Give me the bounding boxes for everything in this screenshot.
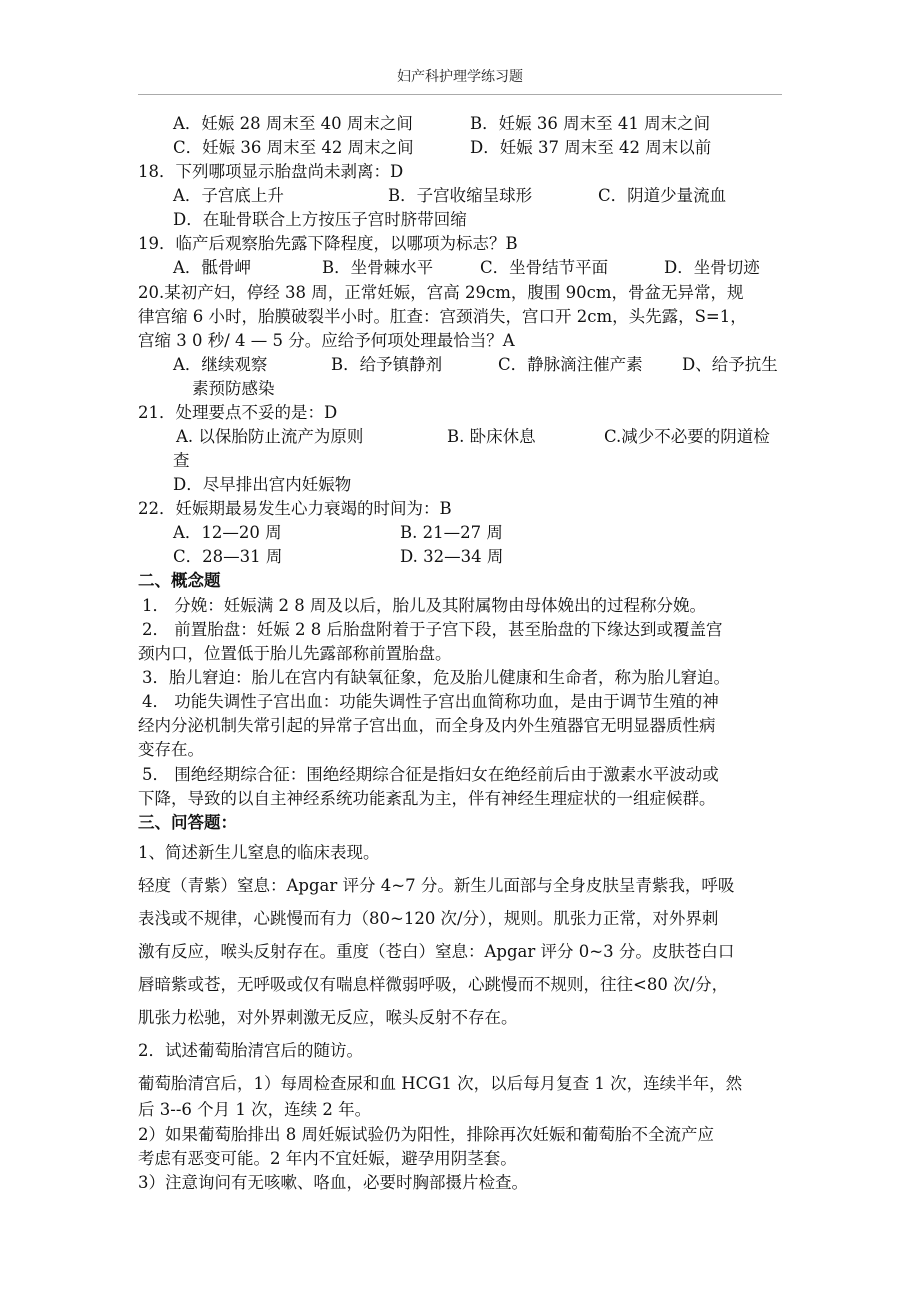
q20-option-c: C．静脉滴注催产素 (498, 355, 643, 374)
q19-option-a: A．骶骨岬 (173, 258, 251, 277)
essay-answer-2-line3: 2）如果葡萄胎排出 8 周妊娠试验仍为阳性，排除再次妊娠和葡萄胎不全流产应 (138, 1125, 714, 1144)
q17-option-c: C．妊娠 36 周末至 42 周末之间 (173, 138, 414, 157)
definition-4-line2: 经内分泌机制失常引起的异常子宫出血，而全身及内外生殖器官无明显器质性病 (138, 716, 716, 735)
q19-option-d: D．坐骨切迹 (664, 258, 760, 277)
section3-title: 三、问答题： (138, 813, 237, 832)
q21-option-d: D．尽早排出宫内妊娠物 (173, 475, 352, 494)
q18-option-a: A．子宫底上升 (173, 186, 284, 205)
essay-question-1: 1、简述新生儿窒息的临床表现。 (138, 843, 380, 862)
essay-answer-1-line5: 肌张力松驰，对外界刺激无反应，喉头反射不存在。 (138, 1008, 518, 1027)
q19-option-b: B．坐骨棘水平 (322, 258, 434, 277)
q22-option-c: C．28—31 周 (173, 547, 283, 566)
q22-option-b: B. 21—27 周 (400, 523, 503, 542)
q17-option-b: B．妊娠 36 周末至 41 周末之间 (470, 114, 711, 133)
definition-2-line1: 2． 前置胎盘：妊娠 2 8 后胎盘附着于子宫下段，甚至胎盘的下缘达到或覆盖宫 (142, 620, 723, 639)
q20-stem-line3: 宫缩 3 0 秒/ 4 — 5 分。应给予何项处理最恰当？A (138, 331, 515, 350)
q20-option-a: A．继续观察 (173, 355, 268, 374)
q17-option-a: A．妊娠 28 周末至 40 周末之间 (173, 114, 413, 133)
definition-2-line2: 颈内口，位置低于胎儿先露部称前置胎盘。 (138, 644, 452, 663)
definition-5-line2: 下降，导致的以自主神经系统功能紊乱为主，伴有神经生理症状的一组症候群。 (138, 789, 716, 808)
q17-option-d: D．妊娠 37 周末至 42 周末以前 (470, 138, 712, 157)
q18-option-b: B．子宫收缩呈球形 (388, 186, 533, 205)
q21-option-c-cont: 查 (173, 451, 190, 470)
q20-stem-line2: 律宫缩 6 小时，胎膜破裂半小时。肛查：宫颈消失，宫口开 2cm，头先露，S=1， (138, 307, 747, 326)
section2-title: 二、概念题 (138, 571, 221, 590)
definition-1: 1． 分娩：妊娠满 2 8 周及以后，胎儿及其附属物由母体娩出的过程称分娩。 (142, 596, 706, 615)
definition-4-line3: 变存在。 (138, 740, 204, 759)
essay-answer-1-line1: 轻度（青紫）窒息：Apgar 评分 4~7 分。新生儿面部与全身皮肤呈青紫我，呼吸 (138, 876, 735, 895)
essay-answer-2-line4: 考虑有恶变可能。2 年内不宜妊娠，避孕用阴茎套。 (138, 1149, 517, 1168)
q22-option-d: D. 32—34 周 (400, 547, 504, 566)
essay-answer-2-line2: 后 3--6 个月 1 次，连续 2 年。 (138, 1100, 372, 1119)
q18-option-c: C．阴道少量流血 (598, 186, 727, 205)
header-rule (138, 94, 782, 95)
definition-4-line1: 4． 功能失调性子宫出血：功能失调性子宫出血简称功血，是由于调节生殖的神 (142, 692, 719, 711)
essay-answer-2-line1: 葡萄胎清宫后，1）每周检查尿和血 HCG1 次，以后每月复查 1 次，连续半年，然 (138, 1074, 743, 1093)
q22-stem: 22．妊娠期最易发生心力衰竭的时间为：B (138, 499, 452, 518)
essay-answer-1-line4: 唇暗紫或苍，无呼吸或仅有喘息样微弱呼吸，心跳慢而不规则，往往<80 次/分， (138, 975, 729, 994)
q20-stem-line1: 20.某初产妇，停经 38 周，正常妊娠，宫高 29cm，腹围 90cm，骨盆无异常，规 (138, 283, 744, 302)
q19-option-c: C．坐骨结节平面 (480, 258, 609, 277)
essay-question-2: 2．试述葡萄胎清宫后的随访。 (138, 1041, 363, 1060)
q21-option-b: B. 卧床休息 (447, 427, 536, 446)
q20-option-b: B．给予镇静剂 (331, 355, 443, 374)
definition-3: 3．胎儿窘迫：胎儿在宫内有缺氧征象，危及胎儿健康和生命者，称为胎儿窘迫。 (142, 668, 730, 687)
page-header-title: 妇产科护理学练习题 (397, 69, 523, 85)
q18-option-d: D．在耻骨联合上方按压子宫时脐带回缩 (173, 210, 467, 229)
q20-option-d-cont: 素预防感染 (192, 379, 275, 398)
q22-option-a: A．12—20 周 (173, 523, 282, 542)
q18-stem: 18．下列哪项显示胎盘尚未剥离：D (138, 162, 404, 181)
q21-option-a: A. 以保胎防止流产为原则 (176, 427, 364, 446)
essay-answer-1-line3: 激有反应，喉头反射存在。重度（苍白）窒息：Apgar 评分 0~3 分。皮肤苍白口 (138, 942, 735, 961)
essay-answer-2-line5: 3）注意询问有无咳嗽、咯血，必要时胸部摄片检查。 (138, 1173, 528, 1192)
definition-5-line1: 5． 围绝经期综合征：围绝经期综合征是指妇女在绝经前后由于激素水平波动或 (142, 765, 719, 784)
q20-option-d: D、给予抗生 (682, 355, 778, 374)
essay-answer-1-line2: 表浅或不规律，心跳慢而有力（80~120 次/分），规则。肌张力正常，对外界刺 (138, 909, 719, 928)
q21-option-c: C.减少不必要的阴道检 (604, 427, 770, 446)
q19-stem: 19．临产后观察胎先露下降程度，以哪项为标志？B (138, 234, 518, 253)
q21-stem: 21．处理要点不妥的是：D (138, 403, 338, 422)
